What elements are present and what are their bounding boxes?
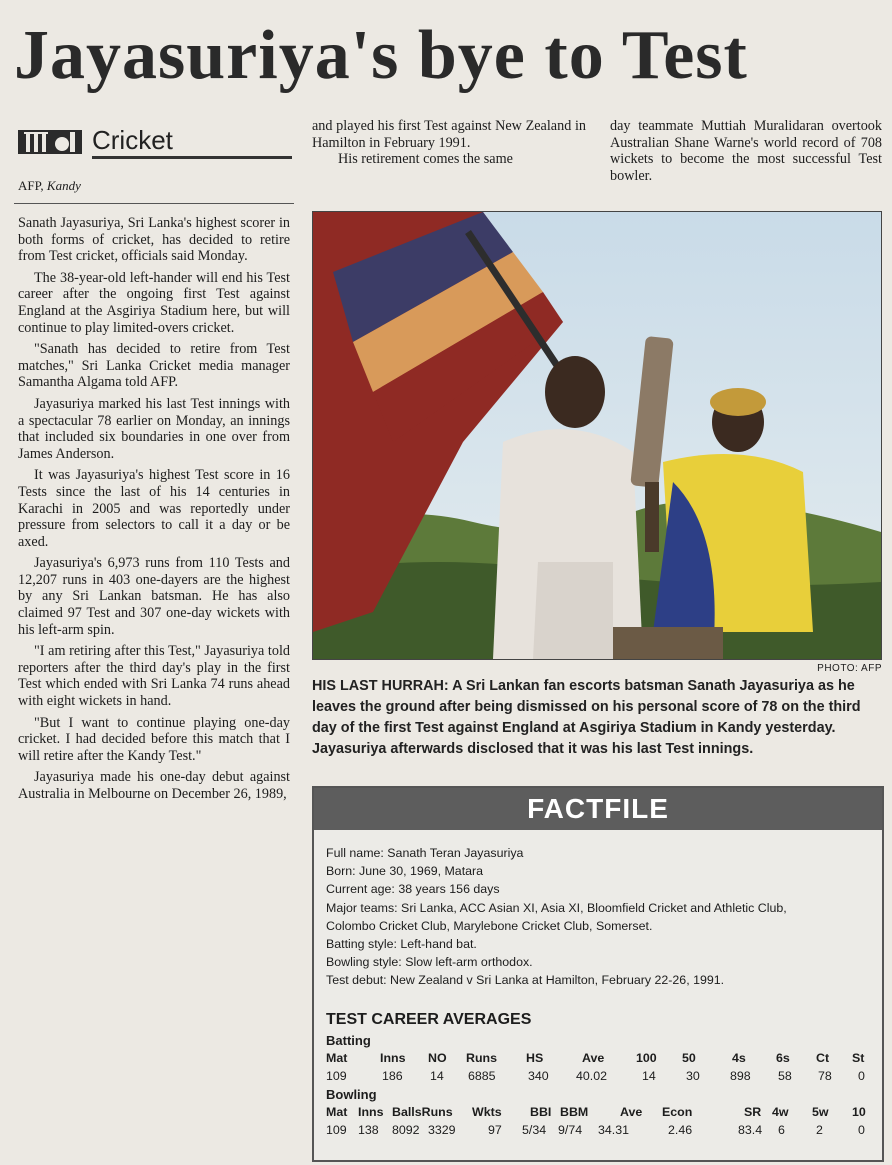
bowling-value-cell: 34.31 (598, 1123, 630, 1137)
byline-location: Kandy (46, 178, 81, 193)
batting-value-cell: 898 (730, 1069, 751, 1083)
article-paragraph: Jayasuriya marked his last Test innings with a spectacular 78 earlier on Monday, an innings that included six boundaries in one over from James Anderson. (18, 395, 290, 462)
bowling-value-cell: 6 (778, 1123, 785, 1137)
batting-header-cell: HS (526, 1051, 544, 1065)
batting-header-cell: Ave (582, 1051, 605, 1065)
factfile-line: Current age: 38 years 156 days (326, 882, 500, 897)
article-paragraph: Sanath Jayasuriya, Sri Lanka's highest scorer in both forms of cricket, has decided to retire from Test cricket, officials said Monday. (18, 215, 290, 265)
bowling-header-cell: Econ (662, 1105, 693, 1119)
article-paragraph: day teammate Muttiah Muralidaran overtook Australian Shane Warne's world record of 708 wickets to become the most successful Test bowler. (610, 118, 882, 184)
batting-value-cell: 40.02 (576, 1069, 608, 1083)
averages-title: TEST CAREER AVERAGES (326, 1011, 532, 1028)
batting-value-cell: 109 (326, 1069, 347, 1083)
article-paragraph: "I am retiring after this Test," Jayasuriya told reporters after the third day's play in the first Test which ended with Sri Lanka 74 runs ahead with eight wickets in hand. (18, 643, 290, 710)
section-header (18, 122, 288, 162)
batting-value-row (326, 1068, 874, 1085)
bowling-value-cell: 0 (858, 1123, 865, 1137)
article-column-3 (610, 118, 882, 184)
cricket-stumps-icon (18, 128, 86, 156)
article-paragraph: Jayasuriya's 6,973 runs from 110 Tests and 12,207 runs in 403 one-dayers are the highest by any Sri Lankan batsman. He has also claimed 97 Test and 307 one-day wickets with his left-arm spin. (18, 555, 290, 638)
batting-value-cell: 186 (382, 1069, 403, 1083)
batting-header-cell: 4s (732, 1051, 746, 1065)
bowling-value-row (326, 1122, 874, 1139)
batting-value-cell: 0 (858, 1069, 865, 1083)
factfile-line: Full name: Sanath Teran Jayasuriya (326, 846, 524, 860)
batting-label: Batting (326, 1033, 371, 1048)
factfile-line: Major teams: Sri Lanka, ACC Asian XI, Asia XI, Bloomfield Cricket and Athletic Club, (326, 900, 787, 915)
news-photo (312, 211, 882, 660)
bowling-value-cell: 8092 (392, 1123, 420, 1137)
article-paragraph: "Sanath has decided to retire from Test matches," Sri Lanka Cricket media manager Samantha Algama told AFP. (18, 341, 290, 391)
factfile-line: Test debut: New Zealand v Sri Lanka at Hamilton, February 22-26, 1991. (326, 973, 725, 988)
article-paragraph: The 38-year-old left-hander will end his Test career after the ongoing first Test against England at the Asgiriya Stadium here, but will continue to play limited-overs cricket. (18, 269, 290, 336)
byline (18, 178, 81, 194)
article-column-1 (18, 215, 290, 808)
bowling-value-cell: 83.4 (738, 1123, 763, 1137)
article-paragraph: and played his first Test against New Zealand in Hamilton in February 1991. (312, 118, 586, 151)
byline-agency: AFP, (18, 178, 44, 193)
bowling-value-cell: 109 (326, 1123, 347, 1137)
batting-value-cell: 78 (818, 1069, 832, 1083)
batting-header-cell: Inns (380, 1051, 406, 1065)
bowling-value-cell: 5/34 (522, 1123, 547, 1137)
batting-header-cell: Ct (816, 1051, 830, 1065)
bowling-header-cell: 5w (812, 1105, 829, 1119)
batting-header-cell: Runs (466, 1051, 497, 1065)
bowling-value-cell: 97 (488, 1123, 502, 1137)
batting-value-cell: 14 (430, 1069, 444, 1083)
photo-caption: HIS LAST HURRAH: A Sri Lankan fan escorts batsman Sanath Jayasuriya as he leaves the ground after being dismissed on his personal score of 78 on the third day of the first Test against England at Asgiriya Stadium in Kandy yesterday. Jayasuriya afterwards disclosed that it was his last Test innings. (312, 678, 861, 757)
batting-value-cell: 58 (778, 1069, 792, 1083)
batting-header-cell: 50 (682, 1051, 696, 1065)
article-paragraph: It was Jayasuriya's highest Test score in 16 Tests since the last of his 14 centuries in Karachi in 2005 and was reportedly under pressure from selectors to call it a day or be axed. (18, 467, 290, 550)
photo-credit: PHOTO: AFP (817, 663, 882, 674)
factfile-title: FACTFILE (314, 788, 882, 830)
factfile-line: Colombo Cricket Club, Marylebone Cricket Club, Somerset. (326, 918, 653, 933)
bowling-header-cell: Ave (620, 1105, 643, 1119)
column-divider (14, 203, 294, 204)
factfile-line: Bowling style: Slow left-arm orthodox. (326, 955, 533, 970)
section-label: Cricket (92, 125, 173, 155)
bowling-header-cell: 10 (852, 1105, 866, 1119)
batting-value-cell: 340 (528, 1069, 549, 1083)
factfile-box (312, 786, 884, 1162)
article-column-2 (312, 118, 586, 168)
section-rule (92, 156, 292, 159)
bowling-value-cell: 9/74 (558, 1123, 583, 1137)
bowling-header-cell: BallsRuns (392, 1105, 453, 1119)
bowling-header-cell: Mat (326, 1105, 348, 1119)
bowling-header-row (326, 1104, 874, 1121)
batting-header-cell: NO (428, 1051, 447, 1065)
bowling-header-cell: Wkts (472, 1105, 502, 1119)
article-paragraph: "But I want to continue playing one-day cricket. I had decided before this match that I will retire after the Kandy Test." (18, 714, 290, 764)
batting-value-cell: 14 (642, 1069, 656, 1083)
article-paragraph: His retirement comes the same (338, 151, 513, 168)
batting-header-cell: 6s (776, 1051, 790, 1065)
batting-value-cell: 6885 (468, 1069, 496, 1083)
bowling-header-cell: SR (744, 1105, 762, 1119)
batting-header-cell: 100 (636, 1051, 657, 1065)
bowling-header-cell: BBI (530, 1105, 552, 1119)
factfile-line: Born: June 30, 1969, Matara (326, 864, 484, 879)
batting-header-cell: St (852, 1051, 865, 1065)
bowling-value-cell: 2.46 (668, 1123, 693, 1137)
article-paragraph: Jayasuriya made his one-day debut against Australia in Melbourne on December 26, 1989, (18, 769, 290, 802)
bowling-value-cell: 138 (358, 1123, 379, 1137)
bowling-value-cell: 2 (816, 1123, 823, 1137)
batting-header-row (326, 1050, 874, 1067)
factfile-info (326, 844, 874, 990)
bowling-value-cell: 3329 (428, 1123, 456, 1137)
batting-header-cell: Mat (326, 1051, 348, 1065)
batting-value-cell: 30 (686, 1069, 700, 1083)
headline: Jayasuriya's bye to Test (14, 17, 748, 94)
factfile-line: Batting style: Left-hand bat. (326, 937, 477, 952)
bowling-header-cell: BBM (560, 1105, 589, 1119)
bowling-label: Bowling (326, 1087, 377, 1102)
bowling-header-cell: Inns (358, 1105, 384, 1119)
bowling-header-cell: 4w (772, 1105, 789, 1119)
